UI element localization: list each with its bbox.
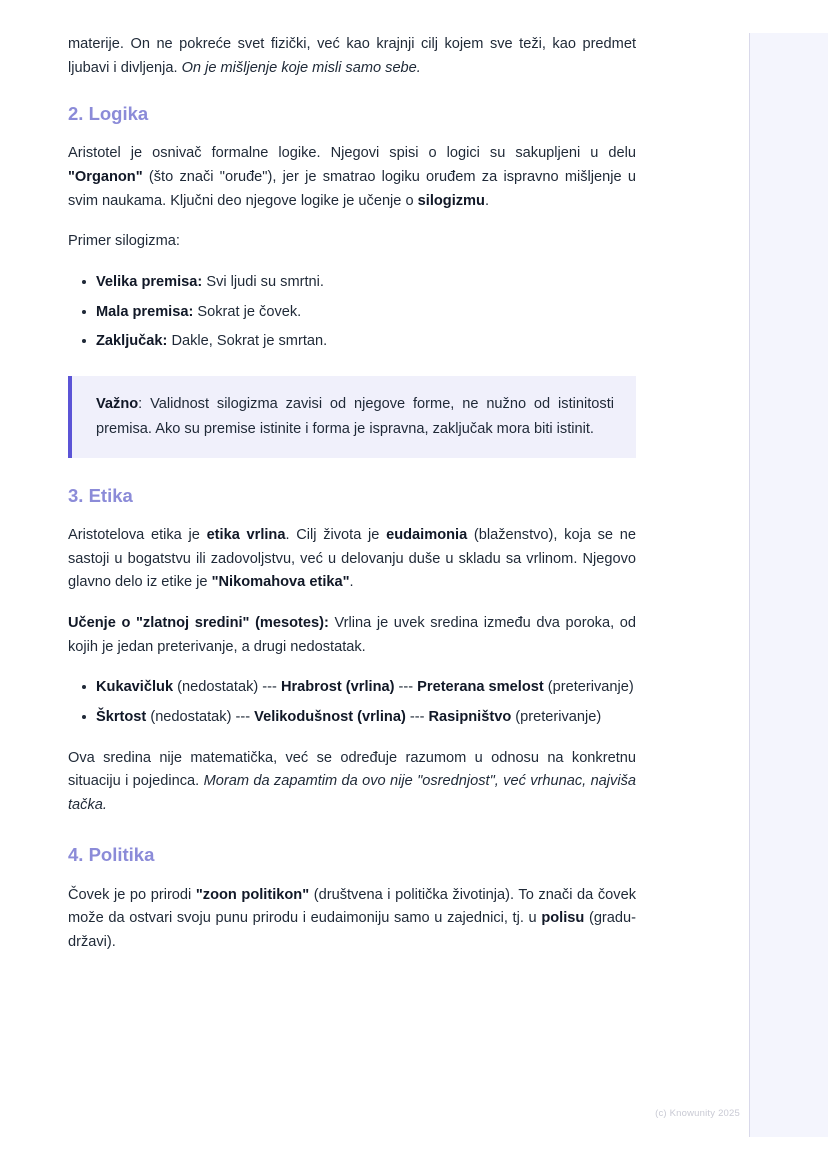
list-item: Mala premisa: Sokrat je čovek. xyxy=(96,301,636,325)
syllogism-list xyxy=(68,271,636,354)
important-callout xyxy=(68,376,636,458)
list-item: Zaključak: Dakle, Sokrat je smrtan. xyxy=(96,330,636,354)
section-heading-logika: 2. Logika xyxy=(68,103,149,125)
list-item: Velika premisa: Svi ljudi su smrtni. xyxy=(96,271,636,295)
intro-emphasis: On je mišljenje koje misli samo sebe. xyxy=(181,59,421,76)
intro-text: materije. On ne pokreće svet fizički, već kao krajnji cilj kojem sve teži, kao predmet ljubavi i divljenja. xyxy=(68,36,636,76)
callout-text: Važno: Validnost silogizma zavisi od njegove forme, ne nužno od istinitosti premisa. Ako su premise istinite i forma je ispravna, zaključak mora biti istinit. xyxy=(96,395,614,437)
section-3-closing: Ova sredina nije matematička, već se određuje razumom u odnosu na konkretnu situaciju i pojedinca. Moram da zapamtim da ovo nije "osrednjost", već vrhunac, najviša tačka. xyxy=(68,749,636,813)
list-item: Škrtost (nedostatak) --- Velikodušnost (vrlina) --- Rasipništvo (preterivanje) xyxy=(96,706,636,730)
section-2-paragraph-2: Primer silogizma: xyxy=(68,233,180,250)
list-item: Kukavičluk (nedostatak) --- Hrabrost (vrlina) --- Preterana smelost (preterivanje) xyxy=(96,676,636,700)
document-content xyxy=(68,33,636,954)
copyright-footer: (c) Knowunity 2025 xyxy=(655,1108,740,1119)
section-3-paragraph-2: Učenje o "zlatnoj sredini" (mesotes): Vrlina je uvek sredina između dva poroka, od kojih je jedan preterivanje, a drugi nedostatak. xyxy=(68,614,636,655)
section-3-paragraph-1: Aristotelova etika je etika vrlina. Cilj života je eudaimonia (blaženstvo), koja se ne sastoji u bogatstvu ili zadovoljstvu, već u delovanju duše u skladu sa vrlinom. Njegovo glavno delo iz etike je "Nikomahova etika". xyxy=(68,527,636,591)
intro-paragraph xyxy=(68,33,636,80)
golden-mean-list xyxy=(68,676,636,729)
section-2-paragraph-1: Aristotel je osnivač formalne logike. Njegovi spisi o logici su sakupljeni u delu "Organon" (što znači "oruđe"), jer je smatrao logiku oruđem za ispravno mišljenje u svim naukama. Ključni deo njegove logike je učenje o silogizmu. xyxy=(68,145,636,209)
section-4-paragraph-1: Čovek je po prirodi "zoon politikon" (društvena i politička životinja). To znači da čovek može da ostvari svoju punu prirodu i eudaimoniju samo u zajednici, tj. u polisu (gradu-državi). xyxy=(68,886,637,950)
section-heading-etika: 3. Etika xyxy=(68,485,133,506)
page-side-rail xyxy=(749,33,828,1137)
section-heading-politika: 4. Politika xyxy=(68,844,155,866)
